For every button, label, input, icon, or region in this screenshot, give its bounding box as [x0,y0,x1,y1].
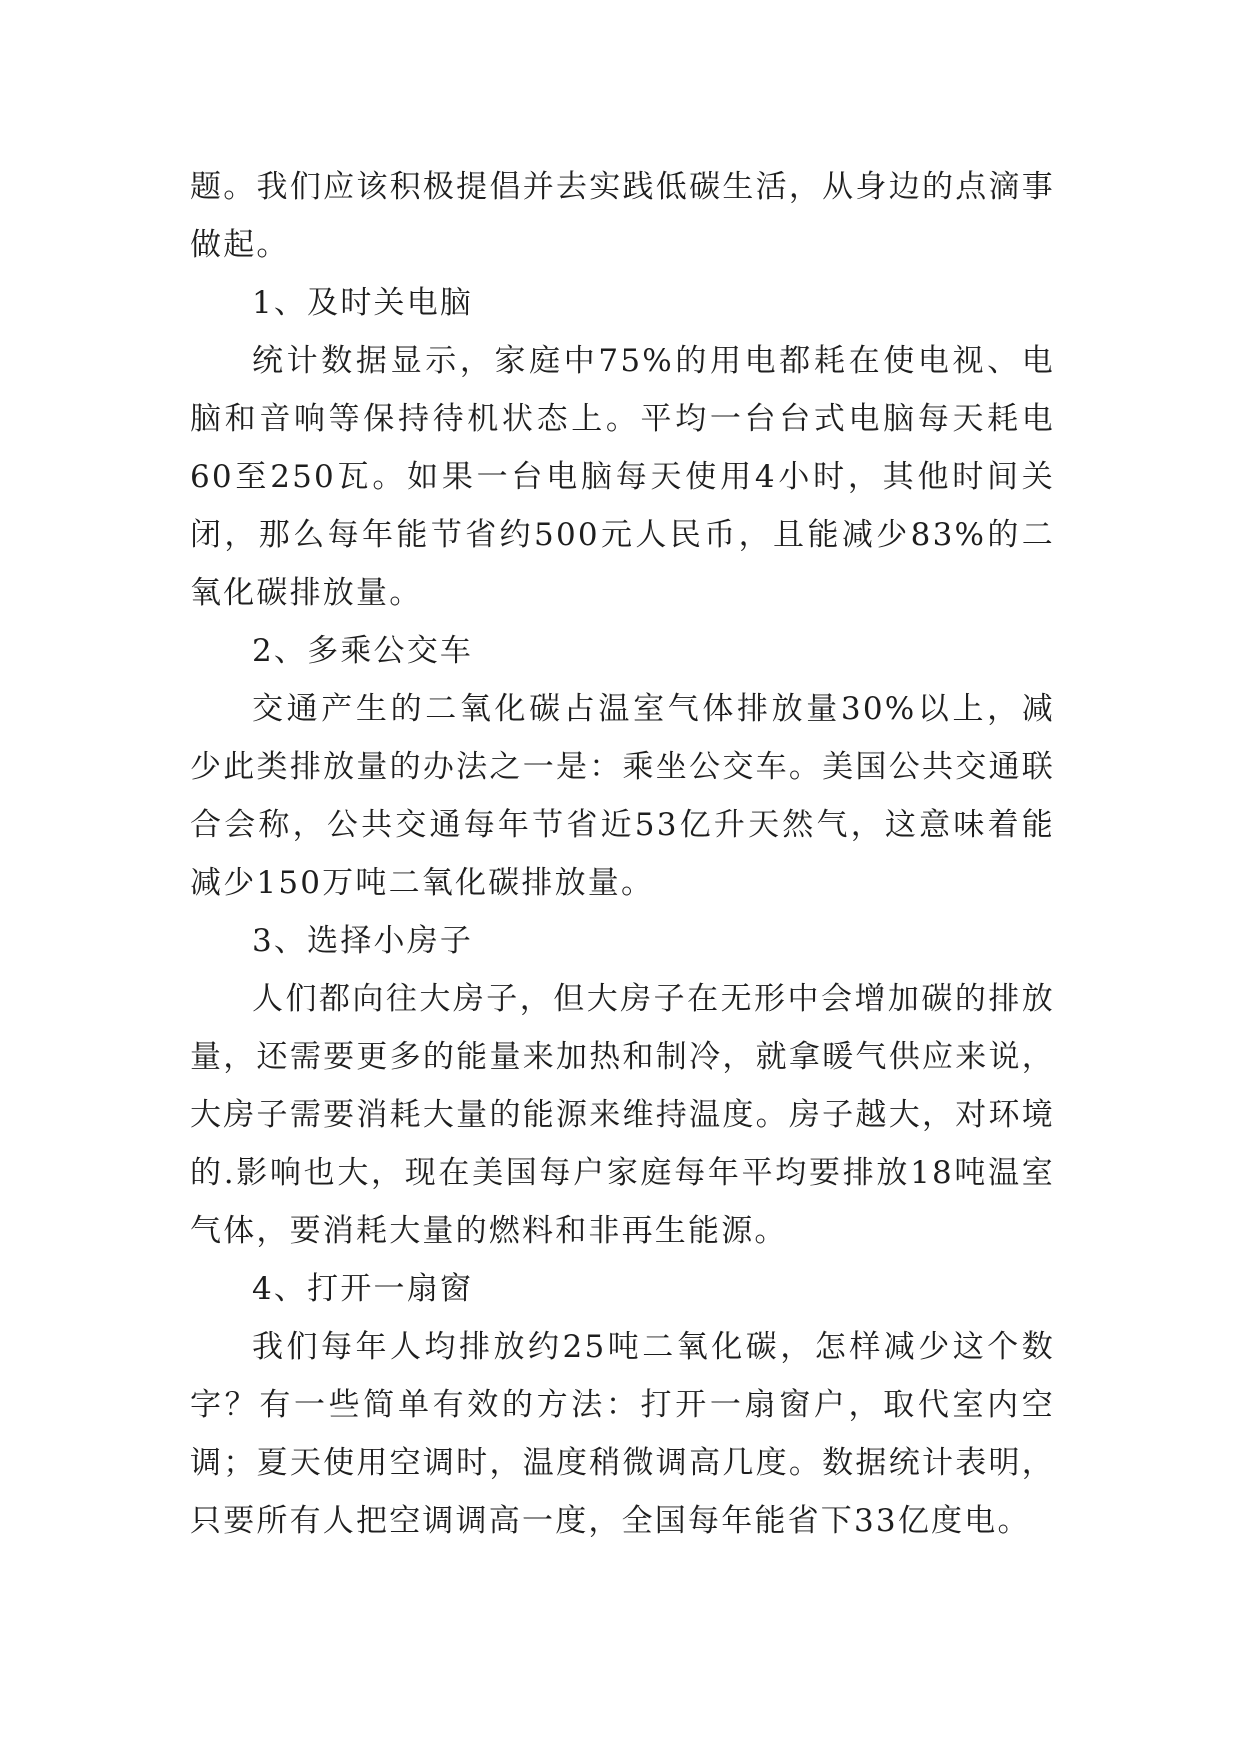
intro-paragraph-continued: 题。我们应该积极提倡并去实践低碳生活，从身边的点滴事做起。 [190,169,1055,263]
section-heading-4: 4、打开一扇窗 [252,1271,474,1307]
section-paragraph-1: 统计数据显示，家庭中75%的用电都耗在使电视、电脑和音响等保持待机状态上。平均一台台式电脑每天耗电60至250瓦。如果一台电脑每天使用4小时，其他时间关闭，那么每年能节省约500元人民币，且能减少83%的二氧化碳排放量。 [190,343,1055,611]
document-body [190,158,1055,1550]
section-paragraph-2: 交通产生的二氧化碳占温室气体排放量30%以上，减少此类排放量的办法之一是：乘坐公交车。美国公共交通联合会称，公共交通每年节省近53亿升天然气，这意味着能减少150万吨二氧化碳排放量。 [190,691,1055,901]
section-paragraph-3: 人们都向往大房子，但大房子在无形中会增加碳的排放量，还需要更多的能量来加热和制冷，就拿暖气供应来说，大房子需要消耗大量的能源来维持温度。房子越大，对环境的.影响也大，现在美国每户家庭每年平均要排放18吨温室气体，要消耗大量的燃料和非再生能源。 [190,981,1055,1249]
section-heading-1: 1、及时关电脑 [252,285,474,321]
section-heading-2: 2、多乘公交车 [252,633,474,669]
section-paragraph-4: 我们每年人均排放约25吨二氧化碳，怎样减少这个数字？有一些简单有效的方法：打开一扇窗户，取代室内空调；夏天使用空调时，温度稍微调高几度。数据统计表明，只要所有人把空调调高一度，全国每年能省下33亿度电。 [190,1329,1055,1539]
section-heading-3: 3、选择小房子 [252,923,474,959]
